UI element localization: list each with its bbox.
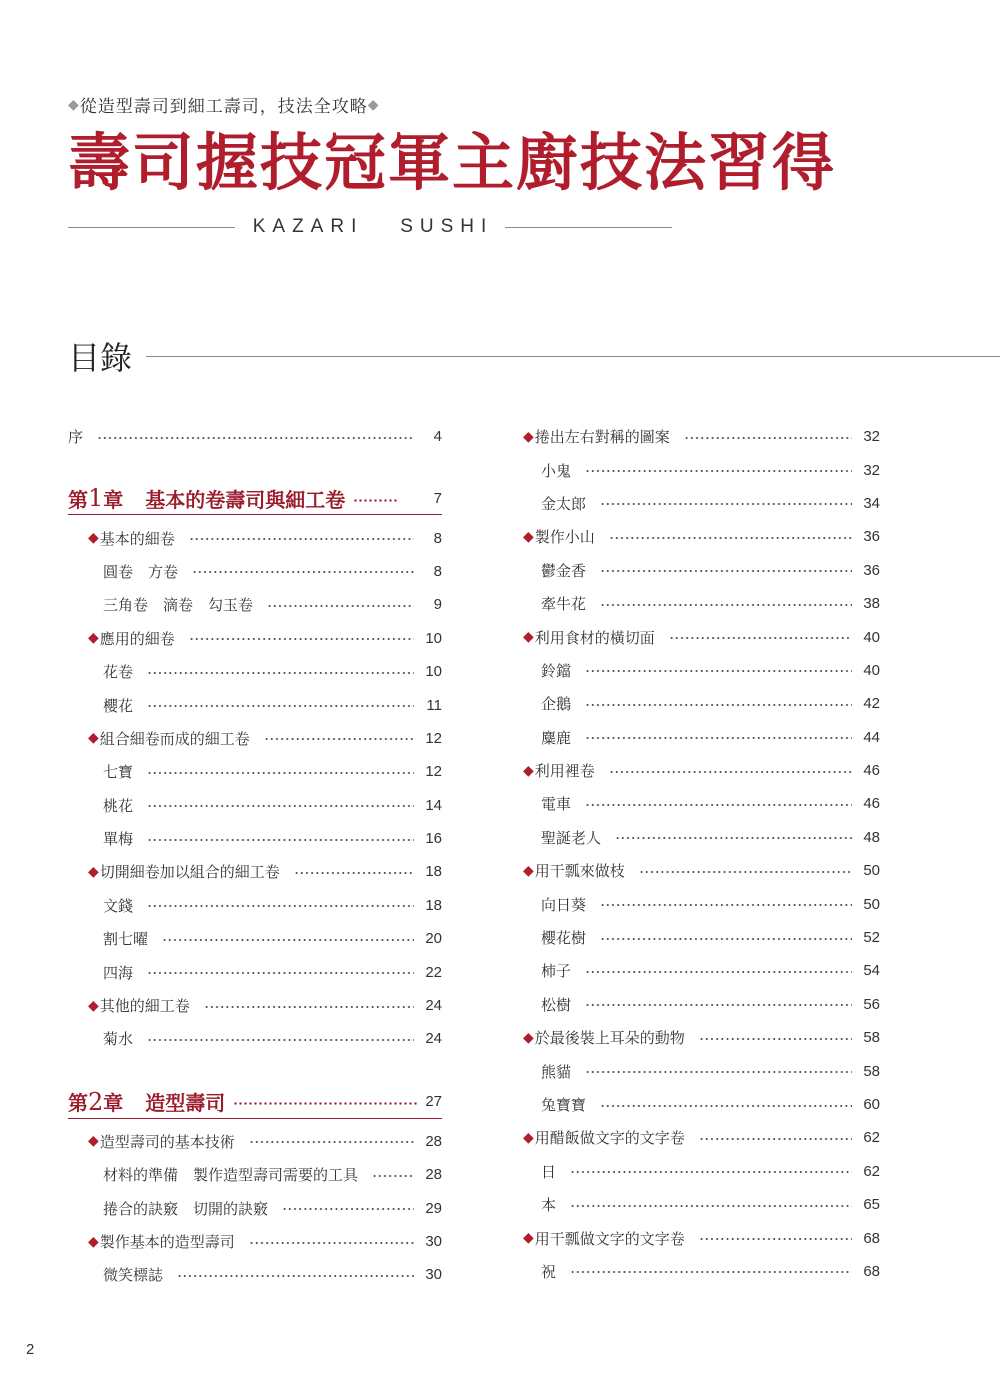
entry-title: 其他的細工卷 — [99, 997, 190, 1016]
entry-page: 14 — [425, 796, 442, 814]
leader-dots — [147, 672, 414, 674]
entry-page: 62 — [863, 1162, 880, 1180]
entry-title: 三角卷 滴卷 勾玉卷 — [103, 596, 254, 615]
leader-dots — [699, 1238, 852, 1240]
entry-page: 62 — [863, 1129, 880, 1147]
entry-page: 60 — [863, 1096, 880, 1113]
entry-page: 10 — [425, 629, 442, 647]
toc-sub-entry[interactable] — [68, 588, 442, 621]
toc-section-entry[interactable] — [523, 620, 880, 653]
chapter-label: 章 — [103, 1091, 124, 1116]
leader-dots — [147, 772, 414, 774]
diamond-bullet-icon: ◆ — [88, 1233, 99, 1250]
chapter-number: 2 — [88, 1087, 104, 1116]
toc-sub-entry[interactable] — [523, 554, 880, 587]
diamond-bullet-icon: ◆ — [523, 428, 534, 445]
toc-sub-entry[interactable] — [68, 688, 442, 721]
entry-title: 應用的細卷 — [99, 629, 175, 648]
entry-page: 8 — [433, 529, 442, 547]
toc-section-entry[interactable] — [523, 520, 880, 553]
diamond-bullet-icon: ◆ — [88, 1133, 99, 1150]
leader-dots — [585, 670, 852, 672]
entry-title: 圓卷 方卷 — [103, 562, 179, 581]
entry-title: 日 — [541, 1162, 557, 1181]
entry-title: 花卷 — [103, 663, 134, 682]
entry-title: 兔寶寶 — [541, 1096, 587, 1114]
toc-sub-entry[interactable] — [68, 955, 442, 988]
entry-title: 組合細卷而成的細工卷 — [99, 729, 250, 748]
toc-section-entry[interactable] — [523, 854, 880, 887]
leader-dots — [600, 570, 852, 572]
leader-dots — [585, 971, 852, 973]
leader-dots — [570, 1271, 852, 1273]
diamond-bullet-icon: ◆ — [523, 1029, 534, 1046]
entry-title: 企鵝 — [541, 695, 572, 714]
toc-sub-entry[interactable] — [523, 654, 880, 687]
toc-sub-entry[interactable] — [68, 822, 442, 855]
chapter-2-entries — [68, 1125, 442, 1292]
entry-page: 34 — [863, 494, 880, 512]
entry-title: 櫻花 — [103, 696, 134, 715]
diamond-bullet-icon: ◆ — [523, 862, 534, 879]
book-title: 壽司握技冠軍主廚技法習得 — [68, 126, 837, 199]
entry-title: 小鬼 — [541, 461, 572, 480]
entry-page: 52 — [863, 929, 880, 947]
leader-dots — [699, 1038, 852, 1040]
entry-title: 電車 — [541, 795, 572, 814]
chapter-number: 1 — [88, 484, 104, 513]
entry-page: 48 — [863, 828, 880, 846]
toc-sub-entry[interactable] — [523, 1188, 880, 1221]
chapter-2-heading[interactable] — [68, 1086, 442, 1119]
toc-section-entry[interactable] — [523, 1121, 880, 1154]
entry-title: 麋鹿 — [541, 728, 572, 747]
leader-dots — [282, 1208, 414, 1210]
entry-page: 54 — [863, 962, 880, 980]
toc-section-entry[interactable] — [523, 754, 880, 787]
entry-title: 鬱金香 — [541, 561, 587, 580]
leader-dots — [147, 839, 414, 841]
toc-section-entry[interactable] — [68, 1125, 442, 1158]
chapter-page: 7 — [433, 489, 442, 507]
entry-page: 58 — [863, 1062, 880, 1080]
leader-dots — [669, 637, 852, 639]
leader-dots — [249, 1242, 414, 1244]
toc-section-entry[interactable] — [68, 855, 442, 888]
entry-title: 七寶 — [103, 763, 134, 782]
entry-page: 12 — [425, 763, 442, 781]
entry-page: 50 — [863, 862, 880, 880]
entry-title: 捲合的訣竅 切開的訣竅 — [103, 1199, 269, 1218]
entry-title: 用干瓢做文字的文字卷 — [534, 1229, 685, 1248]
toc-sub-entry[interactable] — [523, 1054, 880, 1087]
toc-sub-entry[interactable] — [523, 887, 880, 920]
entry-page: 42 — [863, 695, 880, 713]
chapter-1-entries — [68, 521, 442, 1055]
toc-sub-entry[interactable] — [523, 921, 880, 954]
entry-page: 28 — [425, 1166, 442, 1184]
diamond-icon: ◆ — [367, 96, 380, 113]
toc-sub-entry[interactable] — [523, 1255, 880, 1288]
leader-dots — [585, 737, 852, 739]
entry-title: 利用食材的橫切面 — [534, 628, 655, 647]
leader-dots — [609, 771, 852, 773]
toc-sub-entry[interactable] — [68, 755, 442, 788]
entry-page: 46 — [863, 762, 880, 780]
leader-dots — [192, 571, 414, 573]
divider — [68, 227, 235, 228]
toc-sub-entry[interactable] — [523, 487, 880, 520]
entry-title: 微笑標誌 — [103, 1266, 164, 1285]
chapter-1-heading[interactable] — [68, 482, 442, 515]
leader-dots — [294, 872, 414, 874]
entry-title: 於最後裝上耳朵的動物 — [534, 1029, 685, 1048]
entry-page: 4 — [433, 428, 442, 446]
chapter-label: 第 — [68, 487, 88, 512]
leader-dots — [147, 905, 414, 907]
entry-title: 金太郎 — [541, 494, 587, 513]
entry-title: 用醋飯做文字的文字卷 — [534, 1129, 685, 1148]
diamond-icon: ◆ — [68, 96, 80, 113]
entry-page: 32 — [863, 461, 880, 479]
entry-page: 16 — [425, 830, 442, 848]
diamond-bullet-icon: ◆ — [523, 629, 534, 646]
leader-dots — [162, 939, 414, 941]
chapter-label: 第 — [68, 1091, 88, 1116]
entry-page: 68 — [863, 1229, 880, 1247]
entry-page: 12 — [425, 729, 442, 747]
book-subtitle — [68, 92, 688, 117]
entry-page: 40 — [863, 628, 880, 646]
leader-dots — [233, 1102, 417, 1105]
entry-title: 文錢 — [103, 896, 134, 915]
toc-left-column — [68, 420, 442, 1292]
entry-page: 18 — [425, 863, 442, 881]
leader-dots — [353, 499, 397, 502]
entry-page: 36 — [863, 561, 880, 579]
diamond-bullet-icon: ◆ — [88, 530, 99, 547]
diamond-bullet-icon: ◆ — [523, 1230, 534, 1247]
entry-page: 9 — [433, 596, 442, 614]
entry-title: 松樹 — [541, 995, 572, 1014]
toc-sub-entry[interactable] — [68, 1158, 442, 1191]
toc-section-entry[interactable] — [523, 1021, 880, 1054]
toc-heading: 目錄 — [68, 339, 133, 377]
chapter-title: 造型壽司 — [145, 1091, 226, 1116]
toc-sub-entry[interactable] — [523, 453, 880, 486]
entry-page: 68 — [863, 1262, 880, 1280]
leader-dots — [372, 1175, 414, 1177]
leader-dots — [684, 437, 852, 439]
diamond-bullet-icon: ◆ — [523, 1129, 534, 1146]
entry-page: 32 — [863, 428, 880, 446]
leader-dots — [609, 537, 852, 539]
entry-page: 44 — [863, 728, 880, 746]
toc-section-entry[interactable] — [68, 989, 442, 1022]
toc-sub-entry[interactable] — [68, 1191, 442, 1224]
leader-dots — [639, 871, 852, 873]
entry-title: 基本的細卷 — [99, 529, 175, 548]
toc-section-entry[interactable] — [68, 521, 442, 554]
toc-section-entry[interactable] — [523, 420, 880, 453]
leader-dots — [189, 538, 414, 540]
entry-title: 本 — [541, 1196, 557, 1215]
toc-sub-entry[interactable] — [523, 954, 880, 987]
chapter-label: 章 — [103, 487, 124, 512]
leader-dots — [570, 1205, 852, 1207]
toc-entry-preface[interactable] — [68, 420, 442, 453]
toc-sub-entry[interactable] — [523, 1088, 880, 1121]
entry-title: 桃花 — [103, 796, 134, 815]
leader-dots — [147, 972, 414, 974]
toc-right-column — [523, 420, 880, 1288]
leader-dots — [147, 805, 414, 807]
leader-dots — [97, 437, 414, 439]
toc-sub-entry[interactable] — [68, 889, 442, 922]
entry-page: 36 — [863, 528, 880, 546]
leader-dots — [189, 638, 414, 640]
diamond-bullet-icon: ◆ — [88, 630, 99, 647]
leader-dots — [600, 503, 852, 505]
leader-dots — [585, 804, 852, 806]
leader-dots — [177, 1275, 414, 1277]
toc-sub-entry[interactable] — [523, 721, 880, 754]
toc-sub-entry[interactable] — [68, 655, 442, 688]
right-entries — [523, 420, 880, 1288]
leader-dots — [615, 837, 852, 839]
entry-page: 24 — [425, 997, 442, 1015]
entry-page: 30 — [425, 1266, 442, 1284]
entry-page: 20 — [425, 930, 442, 948]
leader-dots — [699, 1138, 852, 1140]
toc-sub-entry[interactable] — [68, 789, 442, 822]
toc-sub-entry[interactable] — [523, 988, 880, 1021]
leader-dots — [264, 738, 414, 740]
diamond-bullet-icon: ◆ — [88, 997, 99, 1014]
leader-dots — [204, 1006, 414, 1008]
book-header — [68, 92, 837, 199]
english-title-row — [68, 210, 672, 244]
entry-title: 用干瓢來做枝 — [534, 862, 625, 881]
entry-page: 38 — [863, 595, 880, 613]
toc-sub-entry[interactable] — [523, 1155, 880, 1188]
entry-title: 菊水 — [103, 1030, 134, 1049]
toc-sub-entry[interactable] — [68, 555, 442, 588]
entry-title: 材料的準備 製作造型壽司需要的工具 — [103, 1166, 359, 1185]
entry-title: 割七曜 — [103, 930, 149, 949]
entry-title: 捲出左右對稱的圖案 — [534, 428, 670, 447]
entry-title: 熊貓 — [541, 1062, 572, 1081]
entry-title: 造型壽司的基本技術 — [99, 1132, 235, 1151]
toc-section-entry[interactable] — [68, 622, 442, 655]
leader-dots — [147, 705, 414, 707]
diamond-bullet-icon: ◆ — [88, 730, 99, 747]
entry-page: 11 — [426, 696, 442, 714]
toc-sub-entry[interactable] — [523, 587, 880, 620]
diamond-bullet-icon: ◆ — [523, 528, 534, 545]
entry-page: 56 — [863, 995, 880, 1013]
entry-title: 製作小山 — [534, 528, 595, 547]
toc-sub-entry[interactable] — [68, 922, 442, 955]
entry-title: 向日葵 — [541, 895, 587, 914]
subtitle-text: 從造型壽司到細工壽司，技法全攻略 — [79, 97, 368, 117]
diamond-bullet-icon: ◆ — [523, 762, 534, 779]
entry-page: 50 — [863, 895, 880, 913]
toc-heading-row — [68, 333, 1000, 379]
entry-page: 40 — [863, 661, 880, 679]
chapter-page: 27 — [425, 1093, 442, 1111]
chapter-title: 基本的卷壽司與細工卷 — [145, 487, 346, 512]
entry-page: 29 — [425, 1199, 442, 1217]
entry-title: 製作基本的造型壽司 — [99, 1233, 235, 1251]
entry-title: 四海 — [103, 963, 134, 982]
toc-sub-entry[interactable] — [68, 1258, 442, 1291]
entry-title: 牽牛花 — [541, 595, 587, 614]
entry-title: 序 — [68, 428, 84, 447]
entry-page: 65 — [863, 1196, 880, 1214]
entry-page: 28 — [425, 1132, 442, 1150]
leader-dots — [267, 605, 414, 607]
leader-dots — [600, 604, 852, 606]
entry-page: 22 — [425, 963, 442, 981]
toc-section-entry[interactable] — [523, 1221, 880, 1254]
diamond-bullet-icon: ◆ — [88, 863, 99, 880]
leader-dots — [600, 938, 852, 940]
toc-sub-entry[interactable] — [523, 787, 880, 820]
leader-dots — [585, 1071, 852, 1073]
divider — [146, 356, 1000, 357]
leader-dots — [249, 1141, 414, 1143]
leader-dots — [585, 704, 852, 706]
entry-page: 30 — [425, 1233, 442, 1250]
leader-dots — [570, 1171, 852, 1173]
toc-sub-entry[interactable] — [523, 821, 880, 854]
leader-dots — [600, 1105, 852, 1107]
entry-page: 10 — [425, 663, 442, 681]
entry-page: 24 — [425, 1030, 442, 1048]
leader-dots — [600, 904, 852, 906]
entry-title: 櫻花樹 — [541, 929, 587, 948]
entry-title: 柿子 — [541, 962, 572, 981]
toc-sub-entry[interactable] — [523, 687, 880, 720]
page-number: 2 — [26, 1341, 35, 1358]
divider — [505, 227, 672, 228]
entry-title: 切開細卷加以組合的細工卷 — [99, 863, 280, 882]
leader-dots — [147, 1039, 414, 1041]
entry-title: 利用裡卷 — [534, 762, 595, 781]
entry-page: 58 — [863, 1029, 880, 1047]
leader-dots — [585, 1004, 852, 1006]
entry-page: 18 — [425, 896, 442, 914]
entry-title: 鈴鐺 — [541, 661, 572, 680]
entry-title: 單梅 — [103, 830, 134, 849]
toc-sub-entry[interactable] — [68, 1022, 442, 1055]
toc-section-entry[interactable] — [68, 1225, 442, 1258]
entry-title: 祝 — [541, 1262, 557, 1281]
toc-section-entry[interactable] — [68, 722, 442, 755]
leader-dots — [585, 470, 852, 472]
english-title: KAZARI SUSHI — [252, 216, 494, 237]
entry-page: 8 — [433, 562, 442, 580]
entry-title: 聖誕老人 — [541, 828, 602, 847]
entry-page: 46 — [863, 795, 880, 813]
